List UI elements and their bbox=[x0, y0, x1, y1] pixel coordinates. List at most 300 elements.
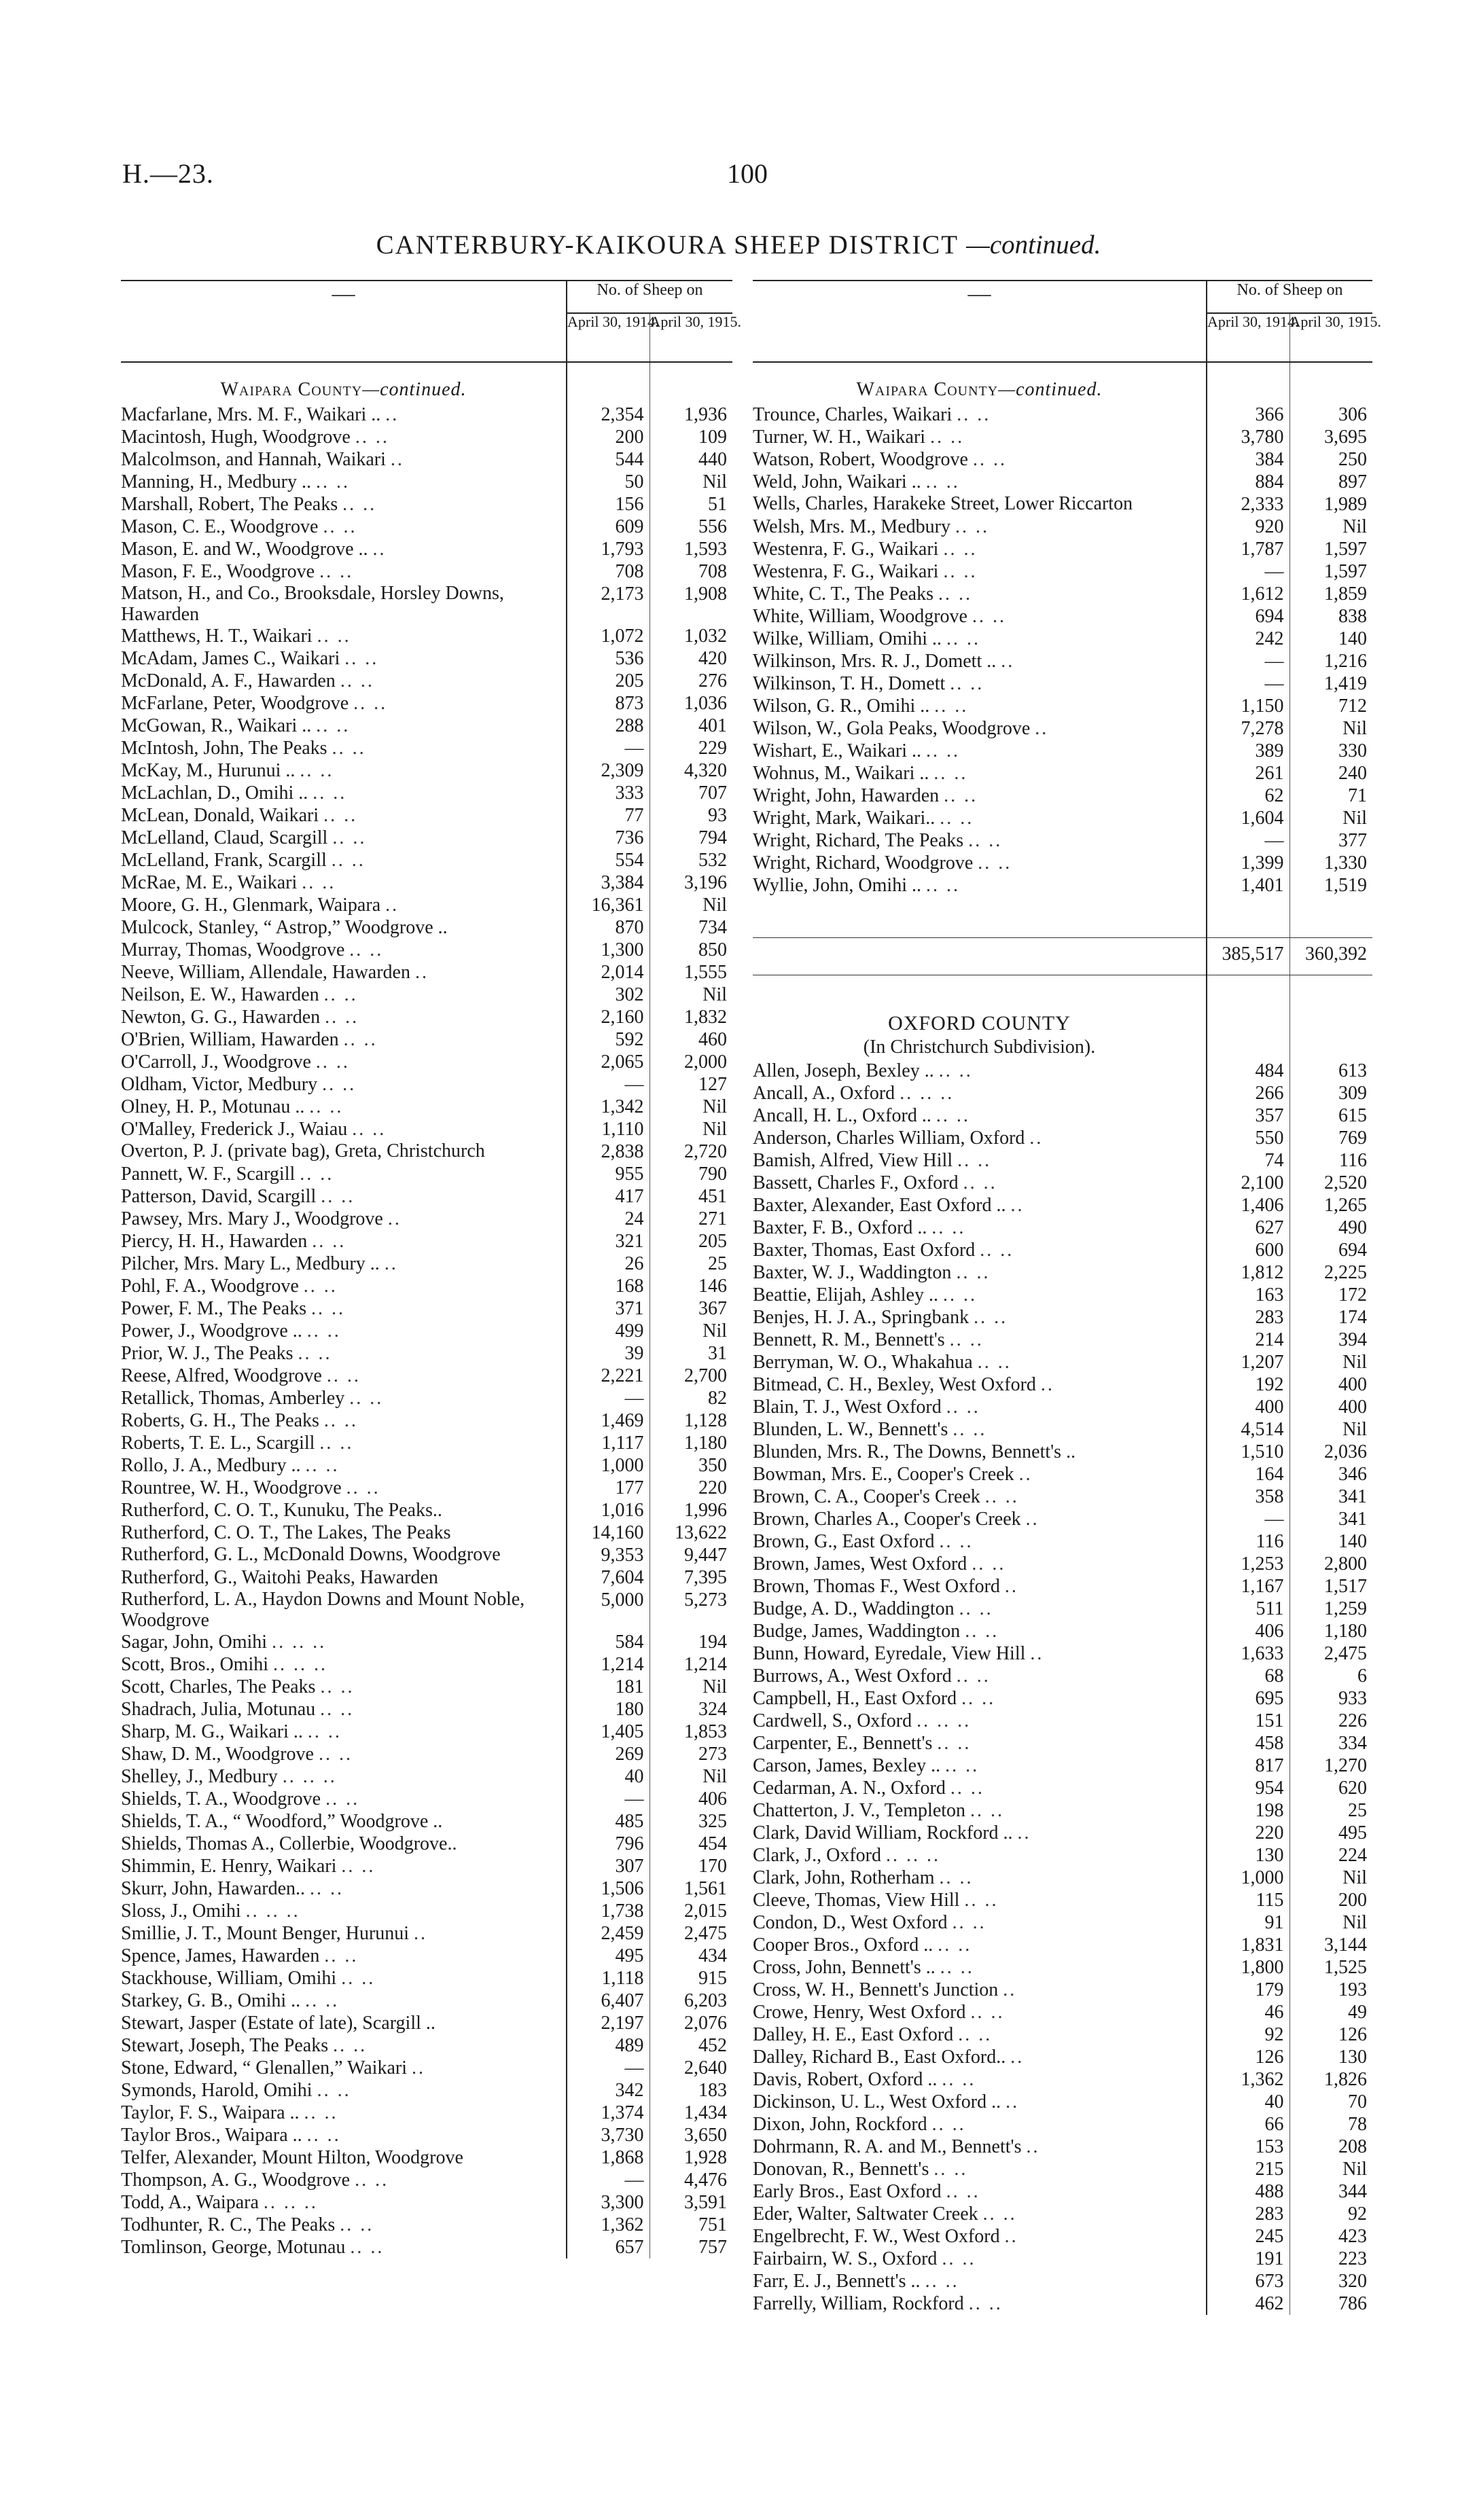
owner-name bbox=[753, 493, 1207, 516]
section-heading bbox=[121, 362, 567, 403]
table-row bbox=[753, 2068, 1372, 2091]
owner-name bbox=[753, 2158, 1207, 2180]
owner-name-text: Wishart, E., Waikari .. bbox=[753, 740, 922, 761]
sheep-1915: 2,225 bbox=[1289, 1261, 1372, 1284]
sheep-1915: 2,800 bbox=[1289, 1553, 1372, 1575]
owner-name bbox=[753, 695, 1207, 717]
table-row bbox=[753, 762, 1372, 785]
table-row bbox=[753, 1598, 1372, 1620]
sheep-1914: 584 bbox=[567, 1631, 649, 1653]
sheep-1915: 1,555 bbox=[649, 961, 732, 984]
owner-name-text: Carson, James, Bexley .. bbox=[753, 1755, 941, 1776]
owner-name-text: Moore, G. H., Glenmark, Waipara bbox=[121, 895, 381, 916]
owner-name-text: Mason, F. E., Woodgrove bbox=[121, 561, 315, 582]
sheep-1915: 13,622 bbox=[649, 1522, 732, 1544]
sheep-1914: 242 bbox=[1207, 628, 1289, 650]
owner-name bbox=[121, 1522, 567, 1544]
sheep-1914: 609 bbox=[567, 516, 649, 538]
sheep-1915: 334 bbox=[1289, 1732, 1372, 1754]
table-row bbox=[753, 1261, 1372, 1284]
page-title-text: CANTERBURY-KAIKOURA SHEEP DISTRICT bbox=[376, 230, 959, 259]
owner-name bbox=[753, 1082, 1207, 1104]
sheep-1915: Nil bbox=[1289, 1867, 1372, 1889]
leader-dots: .. .. bbox=[355, 427, 389, 448]
owner-name bbox=[121, 2236, 567, 2258]
table-row bbox=[121, 1945, 732, 1967]
owner-name bbox=[121, 1073, 567, 1096]
sheep-1914: 7,604 bbox=[567, 1566, 649, 1589]
table-row bbox=[121, 1073, 732, 1096]
owner-name bbox=[121, 1855, 567, 1877]
sheep-1914: 1,506 bbox=[567, 1877, 649, 1900]
sheep-1915: 694 bbox=[1289, 1239, 1372, 1261]
sheep-1914: 177 bbox=[567, 1477, 649, 1499]
leader-dots: .. .. bbox=[342, 494, 377, 515]
sheep-1914: 1,793 bbox=[567, 538, 649, 560]
table-row bbox=[121, 2012, 732, 2034]
sheep-1914: 1,831 bbox=[1207, 1934, 1289, 1956]
sheep-1914: 489 bbox=[567, 2034, 649, 2057]
sheep-1914: 261 bbox=[1207, 762, 1289, 785]
owner-name-text: Rutherford, C. O. T., Kunuku, The Peaks.. bbox=[121, 1500, 442, 1521]
sheep-1914: 1,207 bbox=[1207, 1351, 1289, 1373]
table-row bbox=[121, 1365, 732, 1387]
leader-dots: .. .. bbox=[343, 1029, 378, 1050]
sheep-1915: 224 bbox=[1289, 1844, 1372, 1867]
sheep-1914: 708 bbox=[567, 560, 649, 583]
sheep-1915: 367 bbox=[649, 1297, 732, 1320]
sheep-1914: — bbox=[1207, 1508, 1289, 1530]
sheep-1915: Nil bbox=[649, 1765, 732, 1788]
sheep-1914: 92 bbox=[1207, 2023, 1289, 2046]
document-reference: H.—23. bbox=[122, 158, 214, 189]
table-row bbox=[753, 717, 1372, 740]
leader-dots: .. .. bbox=[320, 1699, 355, 1720]
header-year-1914: April 30, 1914. bbox=[1207, 313, 1289, 362]
leader-dots: .. .. bbox=[974, 1307, 1008, 1328]
owner-name-text: Budge, A. D., Waddington bbox=[753, 1598, 955, 1619]
owner-name bbox=[121, 1900, 567, 1922]
leader-dots: .. .. bbox=[298, 1343, 332, 1364]
total-1914: 385,517 bbox=[1207, 938, 1289, 975]
owner-name bbox=[121, 1499, 567, 1522]
owner-name bbox=[753, 560, 1207, 583]
table-row bbox=[753, 2158, 1372, 2180]
sheep-1915: 734 bbox=[649, 916, 732, 939]
table-row bbox=[121, 916, 732, 939]
owner-name bbox=[121, 583, 567, 625]
sheep-1914: — bbox=[567, 1788, 649, 1810]
sheep-1914: 1,362 bbox=[1207, 2068, 1289, 2091]
owner-name bbox=[121, 1765, 567, 1788]
sheep-1915: 3,144 bbox=[1289, 1934, 1372, 1956]
owner-name bbox=[121, 1967, 567, 1990]
sheep-1915: 3,650 bbox=[649, 2124, 732, 2146]
sheep-1914: 39 bbox=[567, 1342, 649, 1365]
owner-name bbox=[121, 2034, 567, 2057]
leader-dots: .. .. bbox=[306, 1320, 341, 1342]
leader-dots: .. .. bbox=[323, 516, 357, 537]
leader-dots: .. .. bbox=[940, 808, 974, 829]
sheep-1914: 4,514 bbox=[1207, 1418, 1289, 1441]
sheep-1914: 1,214 bbox=[567, 1653, 649, 1676]
sheep-1914: 627 bbox=[1207, 1217, 1289, 1239]
table-row bbox=[753, 2270, 1372, 2292]
owner-name-text: Shaw, D. M., Woodgrove bbox=[121, 1744, 314, 1765]
leader-dots: .. .. bbox=[325, 1788, 360, 1810]
leader-dots: .. .. bbox=[925, 875, 960, 896]
sheep-1915: 2,720 bbox=[649, 1140, 732, 1163]
sheep-1915: 193 bbox=[1289, 1979, 1372, 2001]
owner-name-text: Wright, Richard, Woodgrove bbox=[753, 852, 974, 874]
owner-name-text: Clark, J., Oxford bbox=[753, 1845, 881, 1866]
sheep-1915: 490 bbox=[1289, 1217, 1372, 1239]
section-heading-row bbox=[121, 362, 732, 403]
sheep-1915: 915 bbox=[649, 1967, 732, 1990]
owner-name bbox=[753, 1665, 1207, 1687]
sheep-1915: 4,320 bbox=[649, 759, 732, 782]
table-row bbox=[753, 1754, 1372, 1777]
sheep-1915: 324 bbox=[649, 1698, 732, 1721]
sheep-1915: 377 bbox=[1289, 829, 1372, 852]
sheep-1914: — bbox=[567, 2169, 649, 2191]
section-suffix: —continued. bbox=[998, 379, 1103, 400]
sheep-1915: 1,561 bbox=[649, 1877, 732, 1900]
leader-dots: .. .. bbox=[319, 561, 354, 582]
table-row bbox=[753, 650, 1372, 672]
sheep-1914: 1,362 bbox=[567, 2214, 649, 2236]
table-row bbox=[121, 894, 732, 916]
sheep-1914: 511 bbox=[1207, 1598, 1289, 1620]
leader-dots: .. .. bbox=[956, 1262, 991, 1283]
sheep-1914: 554 bbox=[567, 849, 649, 871]
owner-name bbox=[753, 1373, 1207, 1396]
owner-name-text: Spence, James, Hawarden bbox=[121, 1945, 320, 1966]
leader-dots: .. bbox=[414, 1923, 428, 1944]
owner-name-text: Dalley, H. E., East Oxford bbox=[753, 2024, 954, 2045]
leader-dots: .. bbox=[1010, 2047, 1025, 2068]
table-row bbox=[121, 1454, 732, 1477]
sheep-1915: 1,996 bbox=[649, 1499, 732, 1522]
sheep-1915: 306 bbox=[1289, 403, 1372, 426]
owner-name bbox=[121, 1922, 567, 1945]
leader-dots: .. .. bbox=[950, 1778, 984, 1799]
sheep-1915: 205 bbox=[649, 1230, 732, 1253]
leader-dots: .. .. bbox=[307, 1721, 342, 1742]
sheep-1914: 2,173 bbox=[567, 583, 649, 625]
sheep-1914: 2,354 bbox=[567, 403, 649, 426]
owner-name-text: Shimmin, E. Henry, Waikari bbox=[121, 1856, 337, 1877]
sheep-1914: 3,780 bbox=[1207, 426, 1289, 448]
leader-dots: .. .. bbox=[957, 1150, 992, 1171]
sheep-1915: Nil bbox=[1289, 516, 1372, 538]
sheep-1914: 2,197 bbox=[567, 2012, 649, 2034]
sheep-1915: 794 bbox=[649, 827, 732, 849]
leader-dots: .. .. .. bbox=[282, 1766, 337, 1787]
owner-name-text: Marshall, Robert, The Peaks bbox=[121, 494, 338, 515]
owner-name-text: McFarlane, Peter, Woodgrove bbox=[121, 693, 349, 714]
table-row bbox=[121, 2057, 732, 2079]
table-row bbox=[753, 628, 1372, 650]
sheep-1914: 2,160 bbox=[567, 1006, 649, 1028]
sheep-1914: 736 bbox=[567, 827, 649, 849]
owner-name bbox=[121, 1721, 567, 1743]
table-row bbox=[121, 1676, 732, 1698]
leader-dots: .. bbox=[1018, 1464, 1033, 1485]
owner-name bbox=[753, 2136, 1207, 2158]
leader-dots: .. .. bbox=[326, 1365, 361, 1386]
sheep-1915: Nil bbox=[649, 1676, 732, 1698]
sheep-1914: 168 bbox=[567, 1275, 649, 1297]
owner-name bbox=[753, 2180, 1207, 2203]
sheep-1915: 1,330 bbox=[1289, 852, 1372, 874]
leader-dots: .. .. bbox=[943, 539, 978, 560]
owner-name bbox=[753, 1911, 1207, 1934]
table-row bbox=[121, 1653, 732, 1676]
table-row bbox=[121, 1810, 732, 1833]
sheep-1914: — bbox=[1207, 829, 1289, 852]
leader-dots: .. .. bbox=[324, 1945, 359, 1966]
leader-dots: .. .. bbox=[323, 984, 358, 1005]
sheep-1915: 708 bbox=[649, 560, 732, 583]
right-table bbox=[753, 280, 1381, 2315]
leader-dots: .. .. bbox=[350, 2237, 385, 2258]
sheep-1914: 1,612 bbox=[1207, 583, 1289, 605]
leader-dots: .. .. bbox=[933, 763, 968, 784]
table-row bbox=[753, 1396, 1372, 1418]
sheep-1914: 954 bbox=[1207, 1777, 1289, 1799]
leader-dots: .. .. bbox=[926, 740, 961, 761]
sheep-1915: 320 bbox=[1289, 2270, 1372, 2292]
owner-name-text: Reese, Alfred, Woodgrove bbox=[121, 1365, 322, 1386]
sheep-1914: 156 bbox=[567, 493, 649, 516]
leader-dots: .. .. bbox=[942, 2248, 976, 2269]
table-row bbox=[121, 782, 732, 804]
sheep-1914: 484 bbox=[1207, 1060, 1289, 1082]
leader-dots: .. .. bbox=[931, 2114, 966, 2135]
table-row bbox=[121, 871, 732, 894]
owner-name bbox=[753, 538, 1207, 560]
sheep-1915: 454 bbox=[649, 1833, 732, 1855]
table-row bbox=[753, 1867, 1372, 1889]
leader-dots: .. .. bbox=[310, 1878, 344, 1899]
sheep-1914: 544 bbox=[567, 448, 649, 471]
owner-name-text: McLachlan, D., Omihi .. bbox=[121, 782, 308, 804]
sheep-1914: 163 bbox=[1207, 1284, 1289, 1306]
owner-name-text: Farr, E. J., Bennett's .. bbox=[753, 2271, 921, 2292]
sheep-1915: 1,597 bbox=[1289, 538, 1372, 560]
table-row bbox=[121, 1967, 732, 1990]
owner-name bbox=[753, 1687, 1207, 1710]
sheep-1914: 485 bbox=[567, 1810, 649, 1833]
sheep-1914: 1,406 bbox=[1207, 1194, 1289, 1217]
leader-dots: .. .. bbox=[315, 471, 350, 492]
owner-name-text: Overton, P. J. (private bag), Greta, Christchurch bbox=[121, 1140, 485, 1162]
owner-name-text: Blunden, Mrs. R., The Downs, Bennett's .. bbox=[753, 1441, 1076, 1462]
owner-name-text: Sagar, John, Omihi bbox=[121, 1632, 268, 1653]
owner-name bbox=[121, 1566, 567, 1589]
owner-name bbox=[753, 2292, 1207, 2315]
sheep-1915: 109 bbox=[649, 426, 732, 448]
owner-name bbox=[121, 1788, 567, 1810]
owner-name bbox=[753, 1486, 1207, 1508]
owner-name-text: Trounce, Charles, Waikari bbox=[753, 404, 953, 425]
sheep-1914: 1,800 bbox=[1207, 1956, 1289, 1979]
sheep-1915: 1,180 bbox=[649, 1432, 732, 1454]
owner-name bbox=[121, 804, 567, 827]
table-row bbox=[753, 1553, 1372, 1575]
leader-dots: .. .. bbox=[315, 1051, 350, 1073]
leader-dots: .. .. bbox=[323, 805, 358, 826]
sheep-1914: 14,160 bbox=[567, 1522, 649, 1544]
owner-name bbox=[753, 471, 1207, 493]
owner-name bbox=[121, 426, 567, 448]
owner-name-text: Todhunter, R. C., The Peaks bbox=[121, 2214, 336, 2235]
table-row bbox=[753, 1239, 1372, 1261]
owner-name-text: Wilson, G. R., Omihi .. bbox=[753, 696, 930, 717]
sheep-1914: 657 bbox=[567, 2236, 649, 2258]
table-row bbox=[121, 1275, 732, 1297]
owner-name bbox=[121, 1698, 567, 1721]
owner-name-text: Westenra, F. G., Waikari bbox=[753, 539, 939, 560]
table-row bbox=[753, 1710, 1372, 1732]
sheep-1915: 51 bbox=[649, 493, 732, 516]
sheep-1915: 2,036 bbox=[1289, 1441, 1372, 1463]
table-row bbox=[121, 1544, 732, 1566]
table-row bbox=[121, 1698, 732, 1721]
owner-name bbox=[121, 1409, 567, 1432]
owner-name bbox=[121, 2169, 567, 2191]
table-row bbox=[121, 1006, 732, 1028]
table-row bbox=[121, 493, 732, 516]
sheep-1914: 1,342 bbox=[567, 1096, 649, 1118]
owner-name-text: Matthews, H. T., Waikari bbox=[121, 626, 313, 647]
owner-name bbox=[753, 1149, 1207, 1172]
table-row bbox=[753, 1217, 1372, 1239]
leader-dots: .. .. bbox=[958, 2024, 993, 2045]
sheep-1914: 16,361 bbox=[567, 894, 649, 916]
owner-name bbox=[753, 403, 1207, 426]
sheep-1914: 2,838 bbox=[567, 1140, 649, 1163]
sheep-1915: 850 bbox=[649, 939, 732, 961]
table-row bbox=[753, 2136, 1372, 2158]
table-row bbox=[753, 1418, 1372, 1441]
owner-name bbox=[121, 2057, 567, 2079]
sheep-1915: 707 bbox=[649, 782, 732, 804]
table-row bbox=[121, 1140, 732, 1163]
owner-name-text: McLelland, Frank, Scargill bbox=[121, 850, 327, 871]
sheep-1914: 115 bbox=[1207, 1889, 1289, 1911]
owner-name-text: Burrows, A., West Oxford bbox=[753, 1666, 952, 1687]
sheep-1914: 1,253 bbox=[1207, 1553, 1289, 1575]
table-row bbox=[753, 1373, 1372, 1396]
owner-name-text: Wilkinson, T. H., Domett bbox=[753, 673, 946, 694]
owner-name bbox=[121, 2012, 567, 2034]
sheep-1914: 592 bbox=[567, 1028, 649, 1051]
sheep-1915: 82 bbox=[649, 1387, 732, 1409]
sheep-1914: 371 bbox=[567, 1297, 649, 1320]
owner-name-text: Mulcock, Stanley, “ Astrop,” Woodgrove .. bbox=[121, 917, 448, 938]
leader-dots: .. .. bbox=[963, 1172, 997, 1193]
sheep-1914: 358 bbox=[1207, 1486, 1289, 1508]
sheep-1914: 180 bbox=[567, 1698, 649, 1721]
sheep-1914: 400 bbox=[1207, 1396, 1289, 1418]
section-name: Waipara County bbox=[220, 379, 363, 400]
sheep-1914: 200 bbox=[567, 426, 649, 448]
leader-dots: .. .. bbox=[945, 1755, 980, 1776]
table-row bbox=[121, 2102, 732, 2124]
oxford-subdivision: (In Christchurch Subdivision). bbox=[863, 1037, 1096, 1058]
owner-name-text: Roberts, G. H., The Peaks bbox=[121, 1410, 319, 1431]
leader-dots: .. .. .. bbox=[900, 1083, 955, 1104]
sheep-1915: Nil bbox=[649, 984, 732, 1006]
header-group-label: No. of Sheep on bbox=[567, 281, 732, 313]
table-row bbox=[753, 1530, 1372, 1553]
owner-name bbox=[753, 2023, 1207, 2046]
sheep-1914: 817 bbox=[1207, 1754, 1289, 1777]
table-row bbox=[121, 2214, 732, 2236]
owner-name bbox=[121, 916, 567, 939]
owner-name-text: Pawsey, Mrs. Mary J., Woodgrove bbox=[121, 1208, 383, 1229]
owner-name bbox=[121, 1028, 567, 1051]
sheep-1914: 164 bbox=[1207, 1463, 1289, 1486]
owner-name-text: Wells, Charles, Harakeke Street, Lower Riccarton bbox=[753, 493, 1133, 514]
sheep-1915: 183 bbox=[649, 2079, 732, 2102]
sheep-1915: 229 bbox=[649, 737, 732, 759]
table-header bbox=[753, 281, 1372, 313]
sheep-1914: 1,150 bbox=[1207, 695, 1289, 717]
sheep-1915: 1,517 bbox=[1289, 1575, 1372, 1598]
owner-name-text: McLean, Donald, Waikari bbox=[121, 805, 319, 826]
owner-name bbox=[121, 2079, 567, 2102]
sheep-1915: 3,196 bbox=[649, 871, 732, 894]
owner-name bbox=[753, 829, 1207, 852]
owner-name bbox=[753, 2001, 1207, 2023]
sheep-1915: 615 bbox=[1289, 1104, 1372, 1127]
sheep-1914: 366 bbox=[1207, 403, 1289, 426]
sheep-1915: 194 bbox=[649, 1631, 732, 1653]
table-row bbox=[121, 1631, 732, 1653]
leader-dots: .. .. bbox=[300, 760, 334, 781]
table-row bbox=[121, 1788, 732, 1810]
sheep-1915: 613 bbox=[1289, 1060, 1372, 1082]
owner-name-text: Crowe, Henry, West Oxford bbox=[753, 2002, 966, 2023]
owner-name-text: Clark, David William, Rockford .. bbox=[753, 1822, 1013, 1843]
owner-name bbox=[753, 1956, 1207, 1979]
oxford-county-heading: OXFORD COUNTY bbox=[888, 1012, 1071, 1034]
owner-name bbox=[753, 426, 1207, 448]
owner-name-text: Carpenter, E., Bennett's bbox=[753, 1733, 933, 1754]
table-row bbox=[121, 471, 732, 493]
leader-dots: .. bbox=[387, 1208, 402, 1229]
leader-dots: .. .. bbox=[931, 1217, 966, 1238]
owner-name bbox=[753, 1418, 1207, 1441]
sheep-1915: 1,593 bbox=[649, 538, 732, 560]
owner-name bbox=[753, 785, 1207, 807]
sheep-1914: 920 bbox=[1207, 516, 1289, 538]
sheep-1914: 283 bbox=[1207, 2203, 1289, 2225]
sheep-1914: 2,014 bbox=[567, 961, 649, 984]
owner-name-text: Prior, W. J., The Peaks bbox=[121, 1343, 293, 1364]
header-dash: — bbox=[753, 281, 1207, 362]
sheep-1914: 1,401 bbox=[1207, 874, 1289, 897]
table-row bbox=[121, 538, 732, 560]
owner-name bbox=[753, 1508, 1207, 1530]
owner-name-text: McKay, M., Hurunui .. bbox=[121, 760, 296, 781]
leader-dots: .. bbox=[1030, 1643, 1044, 1664]
table-row bbox=[753, 1911, 1372, 1934]
sheep-1914: — bbox=[567, 737, 649, 759]
